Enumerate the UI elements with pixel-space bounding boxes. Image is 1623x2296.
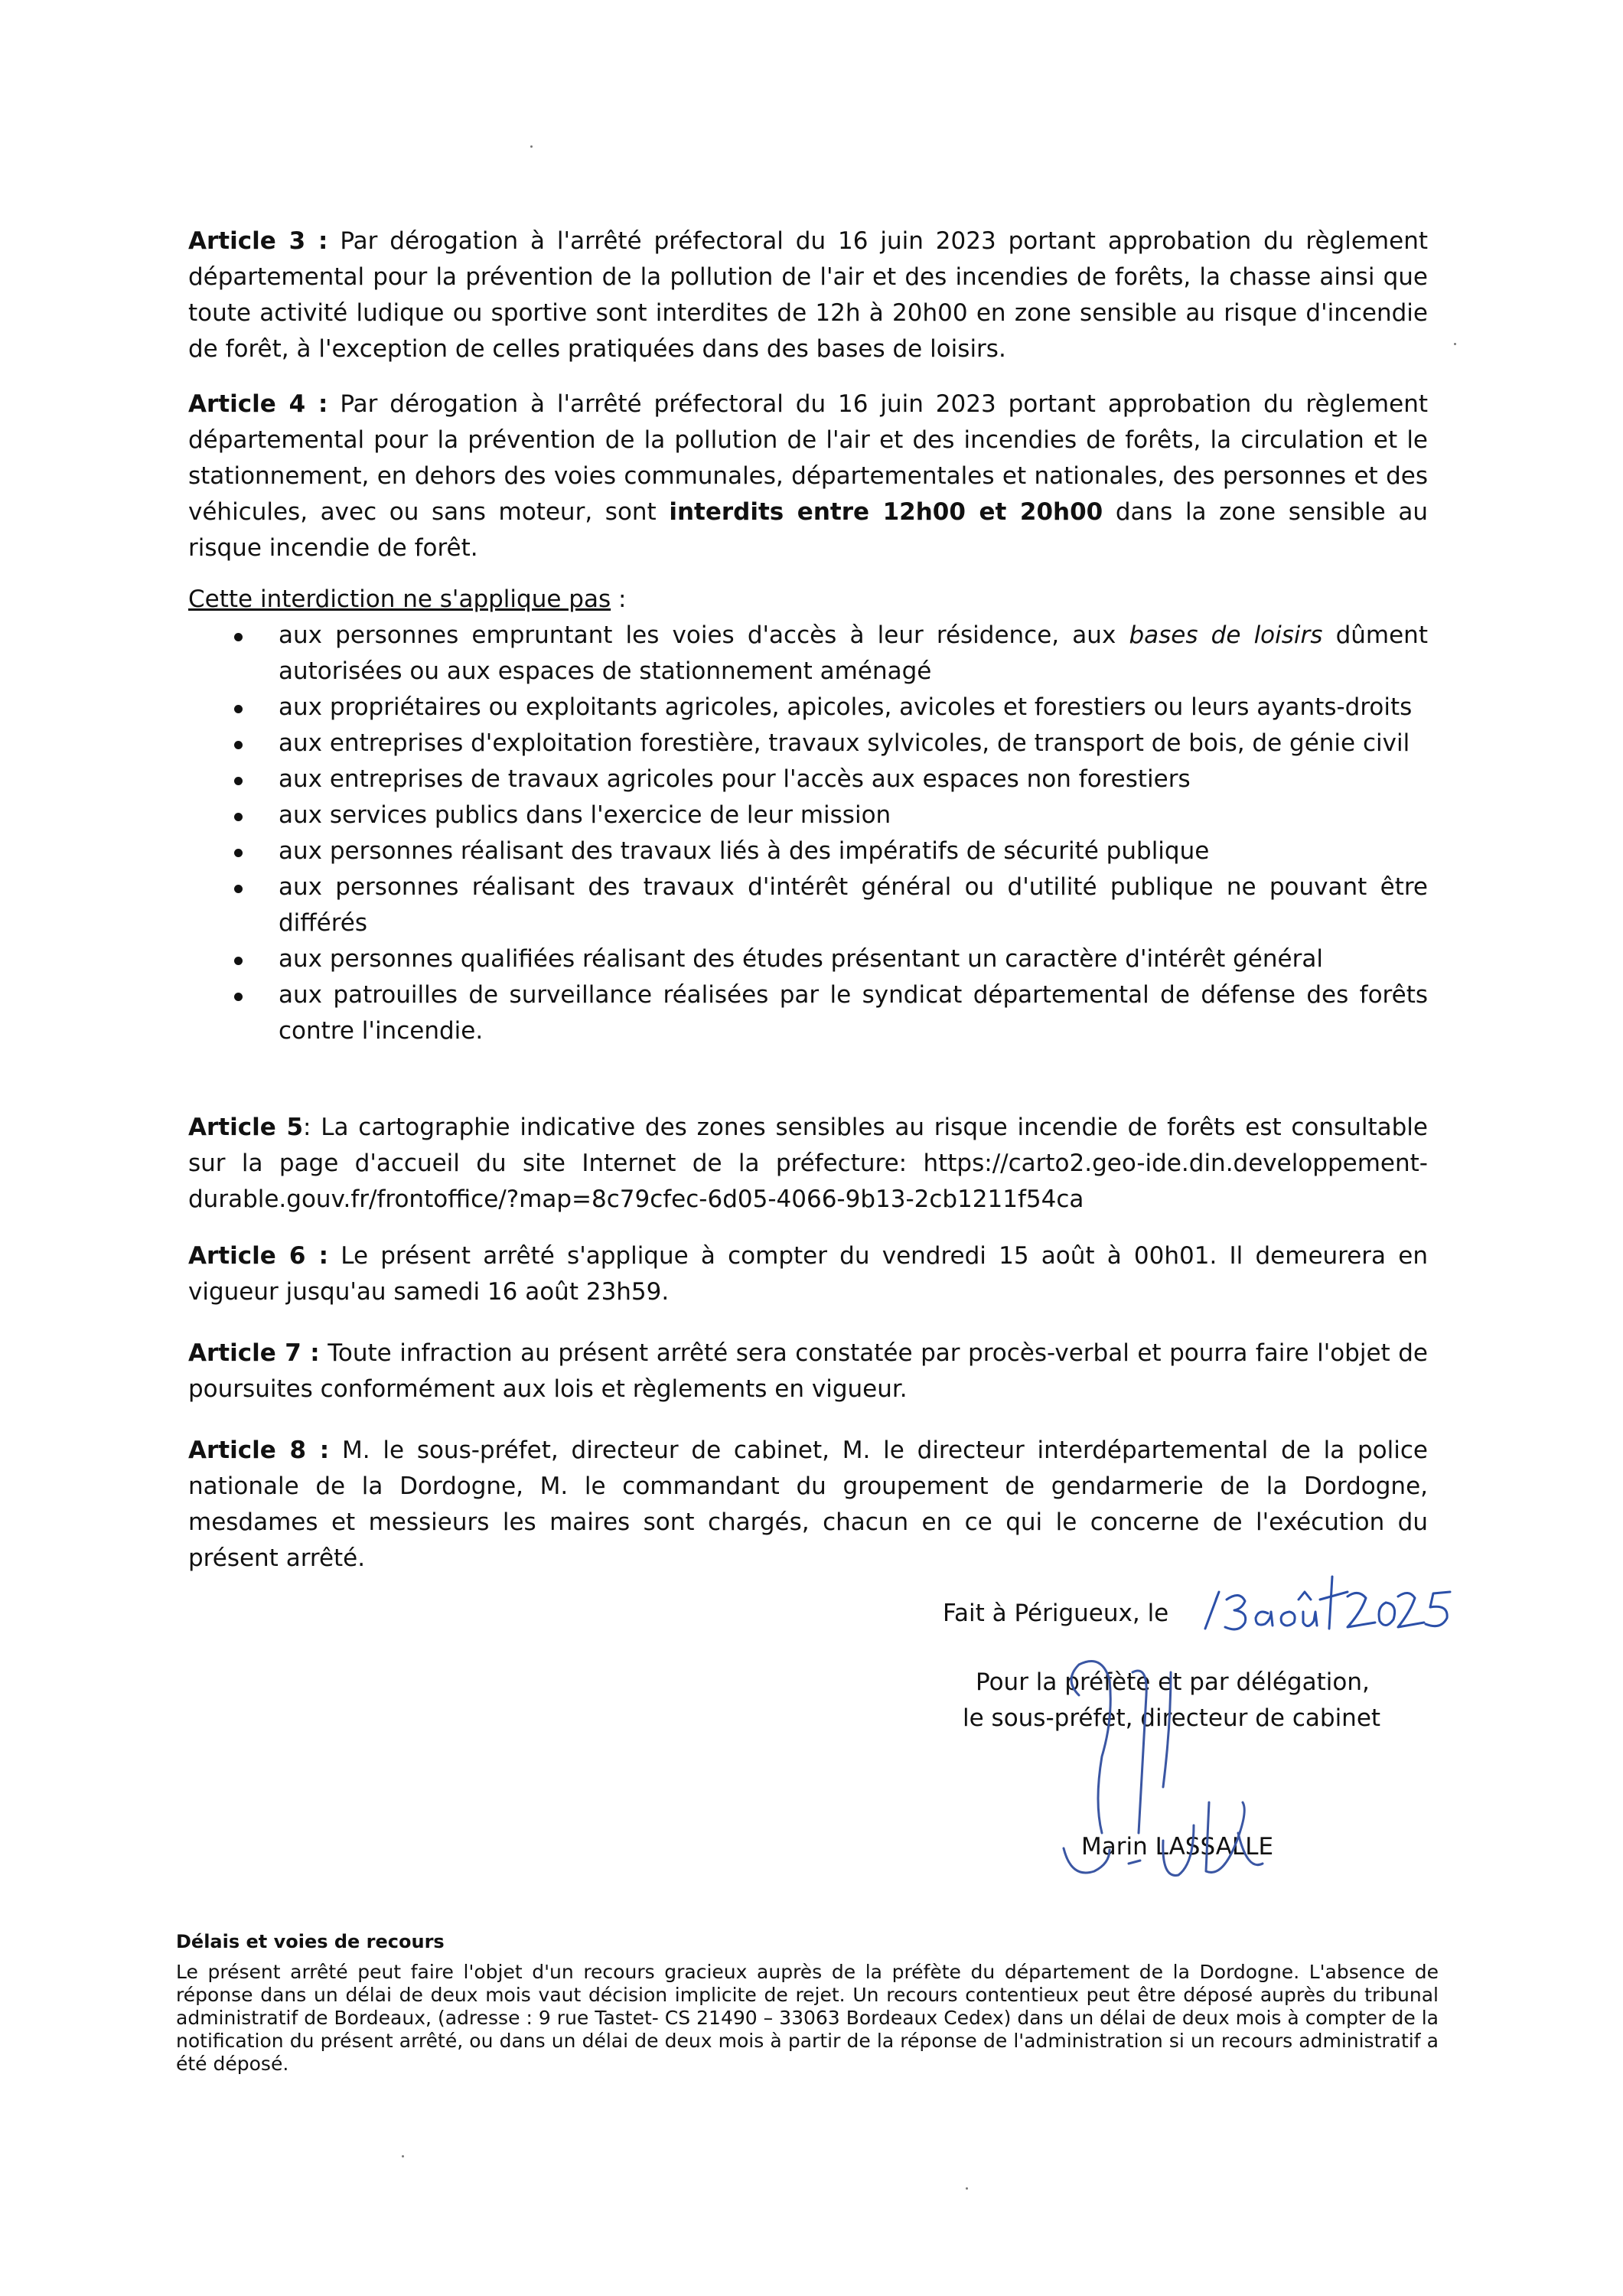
article-5-label: Article 5 [188,1114,304,1141]
article-4-text-after: dans la zone sensible au risque incendie de forêt. [188,498,1428,562]
list-item [188,762,1428,797]
list-item [188,869,1428,941]
exceptions-heading-suffix: : [611,585,627,613]
bullet-icon [234,957,243,965]
exception-text: aux services publics dans l'exercice de leur mission [279,801,891,829]
list-item [188,726,1428,762]
recours-text: Le présent arrêté peut faire l'objet d'un recours gracieux auprès de la préfète du département de la Dordogne. L'absence de réponse dans un délai de deux mois vaut décision implicite de rejet. Un recours contentieux peut être déposé auprès du tribunal administratif de Bordeaux, (adresse : 9 rue Tastet- CS 21490 – 33063 Bordeaux Cedex) dans un délai de deux mois à compter de la notification du présent arrêté, ou dans un délai de deux mois à partir de la réponse de l'administration si un recours administratif a été déposé. [176,1961,1439,2075]
bullet-icon [234,633,243,641]
scan-speck [402,2155,404,2157]
article-6-label: Article 6 : [188,1242,329,1270]
exception-text: aux entreprises de travaux agricoles pour l'accès aux espaces non forestiers [279,765,1191,793]
article-5-text: : La cartographie indicative des zones sensibles au risque incendie de forêts est consultable sur la page d'accueil du site Internet de la préfecture: https://carto2.geo-ide.din.developpement-durable.gouv.fr/frontoffice/?map=8c79cfec-6d05-4066-9b13-2cb1211f54ca [188,1114,1428,1213]
bullet-icon [234,813,243,821]
exception-1-before: aux personnes empruntant les voies d'accès à leur résidence, aux [279,621,1129,649]
exception-text: aux propriétaires ou exploitants agricoles, apicoles, avicoles et forestiers ou leurs ayants-droits [279,693,1413,721]
article-4-text-before: Par dérogation à l'arrêté préfectoral du 16 juin 2023 portant approbation du règlement départemental pour la prévention de la pollution de l'air et des incendies de forêts, la circulation et le stationnement, en dehors des voies communales, départementales et nationales, des personnes et des véhicules, avec ou sans moteur, sont [188,390,1428,526]
article-6 [188,1238,1428,1310]
handwritten-signature [1056,1649,1316,1910]
list-item [188,833,1428,869]
list-item [188,797,1428,833]
article-6-text: Le présent arrêté s'applique à compter du vendredi 15 août à 00h01. Il demeurera en vigueur jusqu'au samedi 16 août 23h59. [188,1242,1428,1306]
article-7-text: Toute infraction au présent arrêté sera constatée par procès-verbal et pourra faire l'objet de poursuites conformément aux lois et règlements en vigueur. [188,1339,1428,1403]
list-item [188,977,1428,1049]
exception-text: aux patrouilles de surveillance réalisées par le syndicat départemental de défense des forêts contre l'incendie. [279,981,1428,1045]
done-at-line: Fait à Périgueux, le [943,1600,1169,1627]
article-7 [188,1336,1428,1407]
bullet-icon [234,849,243,857]
exception-text: aux personnes réalisant des travaux d'intérêt général ou d'utilité publique ne pouvant être différés [279,873,1428,937]
exception-text: aux personnes réalisant des travaux liés à des impératifs de sécurité publique [279,837,1210,865]
article-4-label: Article 4 : [188,390,328,418]
article-7-label: Article 7 : [188,1339,320,1367]
delegation-line: Pour la préfète et par délégation, [976,1668,1370,1696]
scan-speck [1454,343,1456,345]
exceptions-list [188,618,1428,1049]
handwritten-date [1198,1569,1473,1638]
bullet-icon [234,705,243,713]
scan-speck [966,2187,968,2190]
article-3 [188,223,1428,367]
article-8-text: M. le sous-préfet, directeur de cabinet, M. le directeur interdépartemental de la police nationale de la Dordogne, M. le commandant du groupement de gendarmerie de la Dordogne, mesdames et messieurs les maires sont chargés, chacun en ce qui le concerne de l'exécution du présent arrêté. [188,1437,1428,1572]
article-5 [188,1110,1428,1218]
list-item [188,941,1428,977]
exception-1-after: dûment autorisées ou aux espaces de stationnement aménagé [279,621,1428,685]
bullet-icon [234,741,243,749]
signatory-title: le sous-préfet, directeur de cabinet [963,1704,1381,1732]
scan-speck [530,145,533,148]
signatory-name: Marin LASSALLE [1081,1833,1274,1861]
exception-text: aux entreprises d'exploitation forestière, travaux sylvicoles, de transport de bois, de génie civil [279,729,1410,757]
bullet-icon [234,777,243,785]
article-3-label: Article 3 : [188,227,328,255]
bullet-icon [234,885,243,893]
exceptions-section [188,582,1428,1049]
recours-title: Délais et voies de recours [176,1931,445,1952]
article-8 [188,1433,1428,1577]
article-3-text: Par dérogation à l'arrêté préfectoral du 16 juin 2023 portant approbation du règlement départemental pour la prévention de la pollution de l'air et des incendies de forêts, la chasse ainsi que toute activité ludique ou sportive sont interdites de 12h à 20h00 en zone sensible au risque d'incendie de forêt, à l'exception de celles pratiquées dans des bases de loisirs. [188,227,1428,363]
list-item [188,690,1428,726]
article-8-label: Article 8 : [188,1437,330,1464]
exception-1-italic: bases de loisirs [1129,621,1323,649]
exception-text: aux personnes qualifiées réalisant des études présentant un caractère d'intérêt général [279,945,1323,973]
article-4 [188,386,1428,566]
exceptions-heading: Cette interdiction ne s'applique pas [188,585,611,613]
article-4-bold-text: interdits entre 12h00 et 20h00 [669,498,1103,526]
list-item [188,618,1428,690]
bullet-icon [234,993,243,1001]
